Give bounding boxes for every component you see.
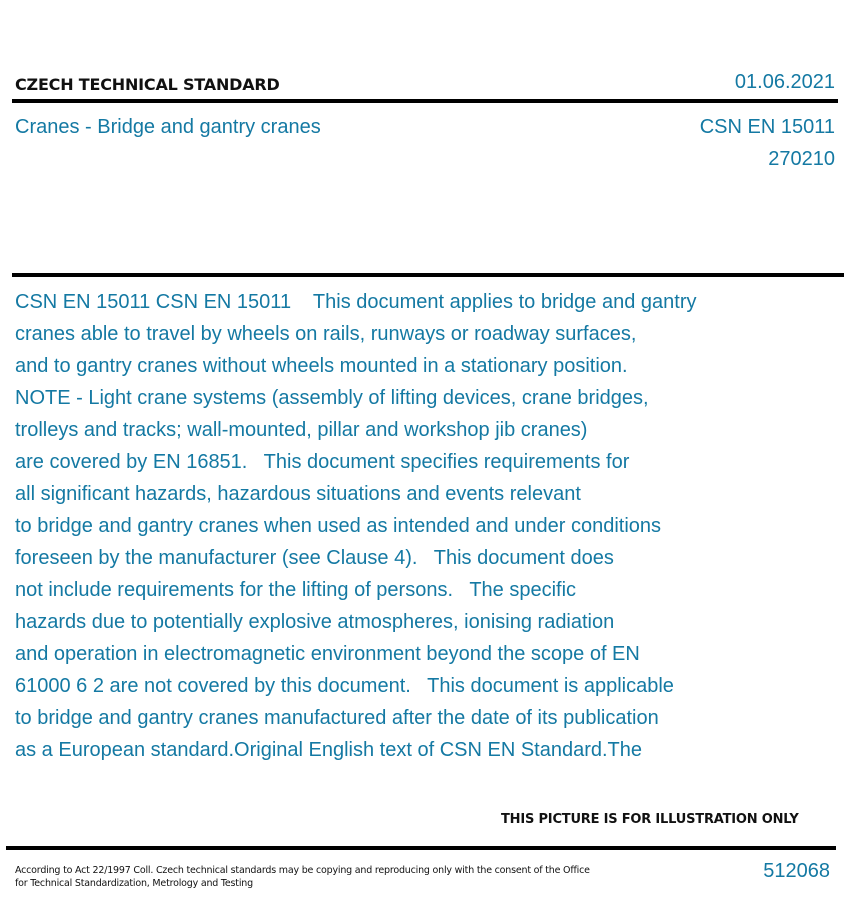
abstract-line: 61000 6 2 are not covered by this document. This document is applicable [15, 675, 674, 697]
publication-date: 01.06.2021 [734, 71, 835, 93]
abstract-line: and operation in electromagnetic environment beyond the scope of EN [15, 643, 640, 665]
abstract-line: trolleys and tracks; wall-mounted, pillar and workshop jib cranes) [15, 419, 588, 441]
abstract-line: are covered by EN 16851. This document specifies requirements for [15, 451, 630, 473]
abstract-line: cranes able to travel by wheels on rails, runways or roadway surfaces, [15, 323, 637, 345]
abstract-text [15, 286, 775, 766]
standard-code: CSN EN 15011 [699, 116, 835, 138]
abstract-line: foreseen by the manufacturer (see Clause 4). This document does [15, 547, 614, 569]
footer-divider [6, 846, 836, 850]
header-divider [12, 99, 838, 103]
abstract-line: not include requirements for the lifting of persons. The specific [15, 579, 577, 601]
abstract-line: CSN EN 15011 CSN EN 15011 This document applies to bridge and gantry [15, 291, 697, 313]
legal-notice [15, 864, 590, 890]
abstract-line: as a European standard.Original English text of CSN EN Standard.The [15, 739, 643, 761]
abstract-line: to bridge and gantry cranes when used as intended and under conditions [15, 515, 662, 537]
document-category-label: CZECH TECHNICAL STANDARD [15, 75, 280, 94]
standard-title: Cranes - Bridge and gantry cranes [15, 116, 321, 138]
legal-notice-line: According to Act 22/1997 Coll. Czech technical standards may be copying and reproducing only with the consent of the Office [15, 865, 590, 876]
abstract-line: to bridge and gantry cranes manufactured after the date of its publication [15, 707, 659, 729]
document-id: 512068 [763, 860, 830, 882]
abstract-line: hazards due to potentially explosive atmospheres, ionising radiation [15, 611, 615, 633]
abstract-line: and to gantry cranes without wheels mounted in a stationary position. [15, 355, 628, 377]
classification-code: 270210 [768, 148, 835, 170]
section-divider [12, 273, 844, 277]
abstract-line: NOTE - Light crane systems (assembly of lifting devices, crane bridges, [15, 387, 649, 409]
legal-notice-line: for Technical Standardization, Metrology and Testing [15, 878, 253, 889]
illustration-disclaimer: THIS PICTURE IS FOR ILLUSTRATION ONLY [501, 812, 799, 827]
abstract-line: all significant hazards, hazardous situations and events relevant [15, 483, 581, 505]
